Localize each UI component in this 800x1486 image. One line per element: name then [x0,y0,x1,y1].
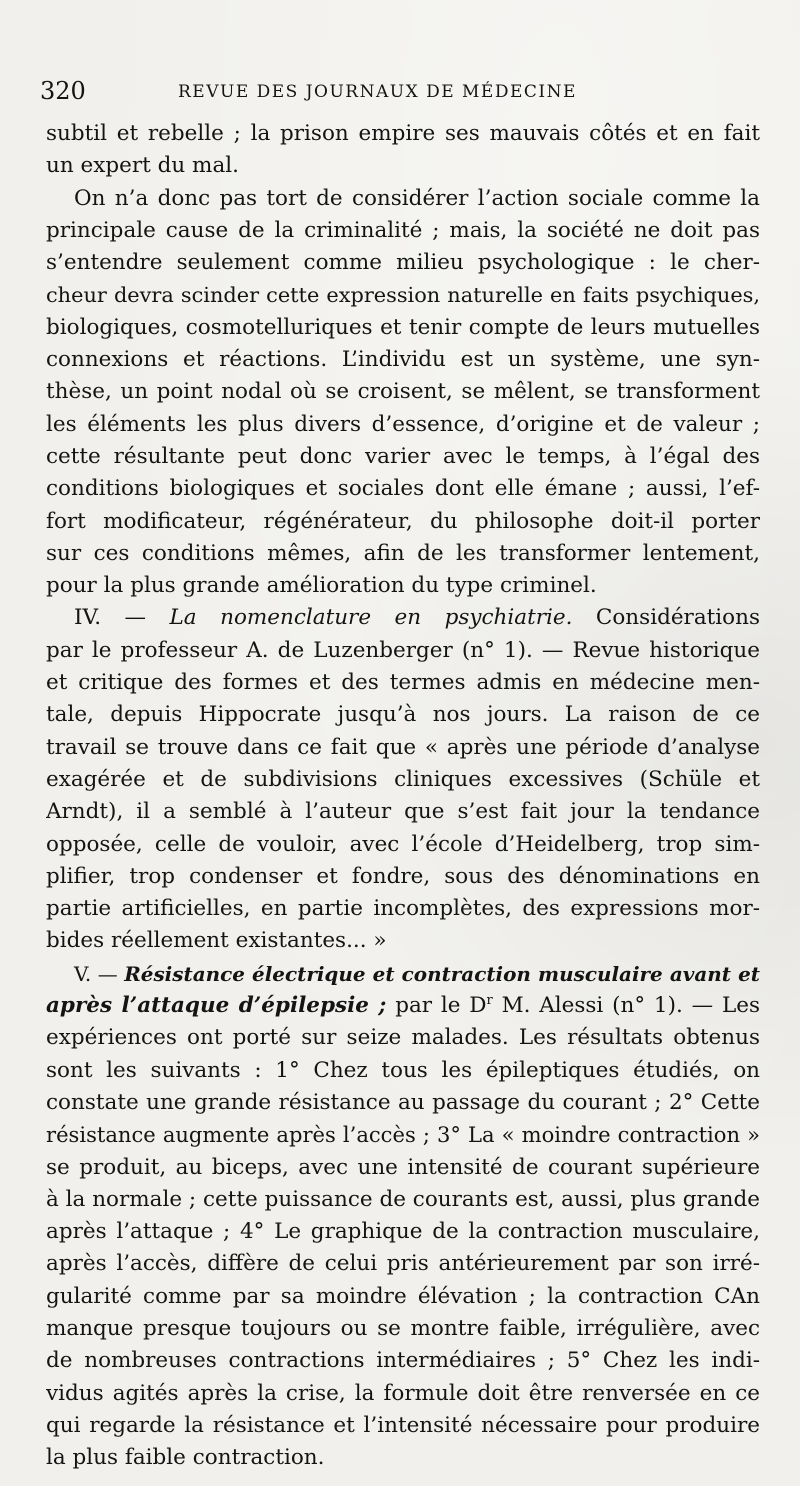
text-line: constate une grande résistance au passage du courant ; 2° Cette [46,1089,760,1115]
text-line: conditions biologiques et sociales dont elle émane ; aussi, l’ef- [46,476,760,502]
text-line: pour la plus grande amélioration du type criminel. [46,573,597,599]
section-number: V. — [74,961,125,986]
text-line: s’entendre seulement comme milieu psychologique : le cher- [46,250,760,276]
text-line: exagérée et de subdivisions cliniques excessives (Schüle et [46,766,760,792]
text-line [46,990,760,1022]
article-title: Résistance électrique et contraction musculaire avant et [124,961,760,986]
text-line: travail se trouve dans ce fait que « après une période d’analyse [46,734,760,760]
text-line: On n’a donc pas tort de considérer l’action sociale comme la [74,185,760,211]
text-line: subtil et rebelle ; la prison empire ses mauvais côtés et en fait [46,121,760,146]
text-line: un expert du mal. [46,153,239,179]
text-run: par le D [386,993,487,1019]
text-line [46,958,760,990]
paragraph-section-iv [46,602,760,957]
paragraph-continuation [46,118,760,183]
text-line: principale cause de la criminalité ; mais, la société ne doit pas [46,217,760,243]
text-line: cheur devra scinder cette expression naturelle en faits psychiques, [46,283,760,308]
text-line: vidus agités après la crise, la formule doit être renversée en ce [46,1380,760,1406]
paragraph-action-sociale [46,183,760,603]
text-line: bides réellement existantes... » [46,928,387,954]
text-line: thèse, un point nodal où se croisent, se mêlent, se transforment [46,379,760,405]
text-line: plifier, trop condenser et fondre, sous des dénominations en [46,863,760,889]
text-line: qui regarde la résistance et l’intensité nécessaire pour produire [46,1412,760,1438]
text-line: après l’attaque ; 4° Le graphique de la contraction musculaire, [46,1219,760,1245]
text-line: et critique des formes et des termes admis en médecine men- [46,670,760,696]
text-line: résistance augmente après l’accès ; 3° La « moindre contraction » [46,1122,760,1148]
page-header [40,76,760,110]
text-line: biologiques, cosmotelluriques et tenir compte de leurs mutuelles [46,314,760,340]
text-line: à la normale ; cette puissance de courants est, aussi, plus grande [46,1186,760,1212]
text-run: M. Alessi (n° 1). — Les [492,993,760,1019]
text-run: Considérations [572,605,760,631]
text-line: connexions et réactions. L’individu est un système, une syn- [46,347,760,373]
superscript: r [486,992,493,1008]
text-line: sur ces conditions mêmes, afin de les transformer lentement, [46,540,760,566]
text-line: tale, depuis Hippocrate jusqu’à nos jours. La raison de ce [46,702,760,728]
text-line: après l’accès, diffère de celui pris antérieurement par son irré- [46,1251,760,1277]
text-line: Arndt), il a semblé à l’auteur que s’est fait jour la tendance [46,799,760,825]
text-line [46,602,760,634]
text-line: gularité comme par sa moindre élévation ; la contraction CAn [46,1283,760,1309]
text-line: opposée, celle de vouloir, avec l’école d’Heidelberg, trop sim- [46,831,760,857]
text-line: cette résultante peut donc varier avec le temps, à l’égal des [46,443,760,469]
running-head: REVUE DES JOURNAUX DE MÉDECINE [178,82,577,102]
text-line: sont les suivants : 1° Chez tous les épileptiques étudiés, on [46,1057,760,1083]
article-title-cont: après l’attaque d’épilepsie ; [46,993,387,1019]
text-line: manque presque toujours ou se montre faible, irrégulière, avec [46,1315,760,1341]
paragraph-section-v [46,958,760,1475]
body-text [46,118,760,1474]
text-line: de nombreuses contractions intermédiaires ; 5° Chez les indi- [46,1348,760,1374]
text-line: fort modificateur, régénérateur, du philosophe doit-il porter [46,508,760,534]
text-line: la plus faible contraction. [46,1445,325,1471]
text-line: se produit, au biceps, avec une intensité de courant supérieure [46,1154,760,1180]
text-line: partie artificielles, en partie incomplètes, des expressions mor- [46,896,760,922]
section-number: IV. — [74,605,170,631]
page-number: 320 [40,77,86,105]
text-line: par le professeur A. de Luzenberger (n° 1). — Revue historique [46,637,760,663]
text-line: expériences ont porté sur seize malades. Les résultats obtenus [46,1025,760,1051]
article-title: La nomenclature en psychiatrie. [169,605,573,631]
text-line: les éléments les plus divers d’essence, d’origine et de valeur ; [46,411,760,437]
